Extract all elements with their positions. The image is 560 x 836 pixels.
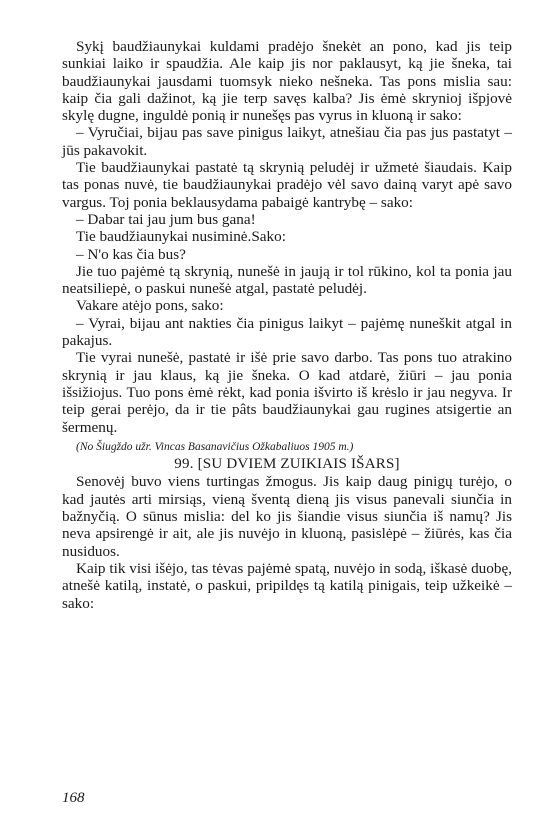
- paragraph: Tie vyrai nunešė, pastatė ir išė prie savo darbo. Tas pons tuo atrakino skrynią ir jau klaus, ką jie šneka. O kad atdarė, žiūri – jau ponia išsižiojus. Tuo pons ėmė rėkt, kad ponia išvirto iš krėslo ir jau negyva. Ir teip gerai perėjo, da ir tie pâts baudžiaunykai gau rugines atsigertie an šermenų.: [62, 349, 512, 436]
- paragraph: Sykį baudžiaunykai kuldami pradėjo šnekėt an pono, kad jis teip sunkiai laiko ir spaudžia. Ale kaip jis nor paklausyt, ką jie šneka, tai baudžiaunykai jausdami tuomsyk nieko nešneka. Tas pons mislia sau: kaip čia gali dažinot, ką jie terp savęs kalba? Jis ėmė skrynioj išpjovė skylę dugne, inguldė ponią ir nunešęs pas vyrus in kluoną ir sako:: [62, 38, 512, 125]
- paragraph: Tie baudžiaunykai nusiminė.Sako:: [76, 228, 286, 246]
- source-note: (No Šiugždo užr. Vincas Basanavičius Ožkabaliuos 1905 m.): [76, 440, 354, 453]
- paragraph: Kaip tik visi išėjo, tas tėvas pajėmė spatą, nuvėjo in sodą, iškasė duobę, atnešė katilą, instatė, o paskui, pripildęs tą katilą pinigais, teip užkeikė – sako:: [62, 559, 512, 612]
- page-number: 168: [62, 790, 85, 806]
- paragraph: Senovėj buvo viens turtingas žmogus. Jis kaip daug pinigų turėjo, o kad jautės arti mirsiąs, vieną šventą dieną jis visus panevali siunčia in bažnyčią. O sūnus mislia: del ko jis šiandie visus siunčia iš namų? Jis neva apsirengė ir ait, ale jis nuvėjo in kluoną, pasislėpė – žiūrės, kas čia nusiduos.: [62, 473, 512, 560]
- dialogue-line: – Vyrai, bijau ant nakties čia pinigus laikyt – pajėmę nuneškit atgal in pakajus.: [62, 314, 512, 350]
- dialogue-line: – Vyručiai, bijau pas save pinigus laikyt, atnešiau čia pas jus pastatyt – jūs pakavokit.: [62, 124, 512, 159]
- paragraph: Tie baudžiaunykai pastatė tą skrynią peludėj ir užmetė šiaudais. Kaip tas ponas nuvė, tie baudžiaunykai pradėjo vėl savo dainą varyt apė savo vargus. Toj ponia beklausydama pabaigė kantrybę – sako:: [62, 159, 512, 211]
- story-heading: 99. [SU DVIEM ZUIKIAIS IŠARS]: [174, 456, 400, 473]
- dialogue-line: – Dabar tai jau jum bus gana!: [76, 210, 256, 228]
- text-column: [62, 38, 512, 612]
- dialogue-line: – N'o kas čia bus?: [76, 245, 186, 263]
- paragraph: Vakare atėjo pons, sako:: [76, 297, 224, 315]
- paragraph: Jie tuo pajėmė tą skrynią, nunešė in jaują ir tol rūkino, kol ta ponia jau neatsiliepė, o paskui nunešė atgal, pastatė peludėj.: [62, 262, 512, 298]
